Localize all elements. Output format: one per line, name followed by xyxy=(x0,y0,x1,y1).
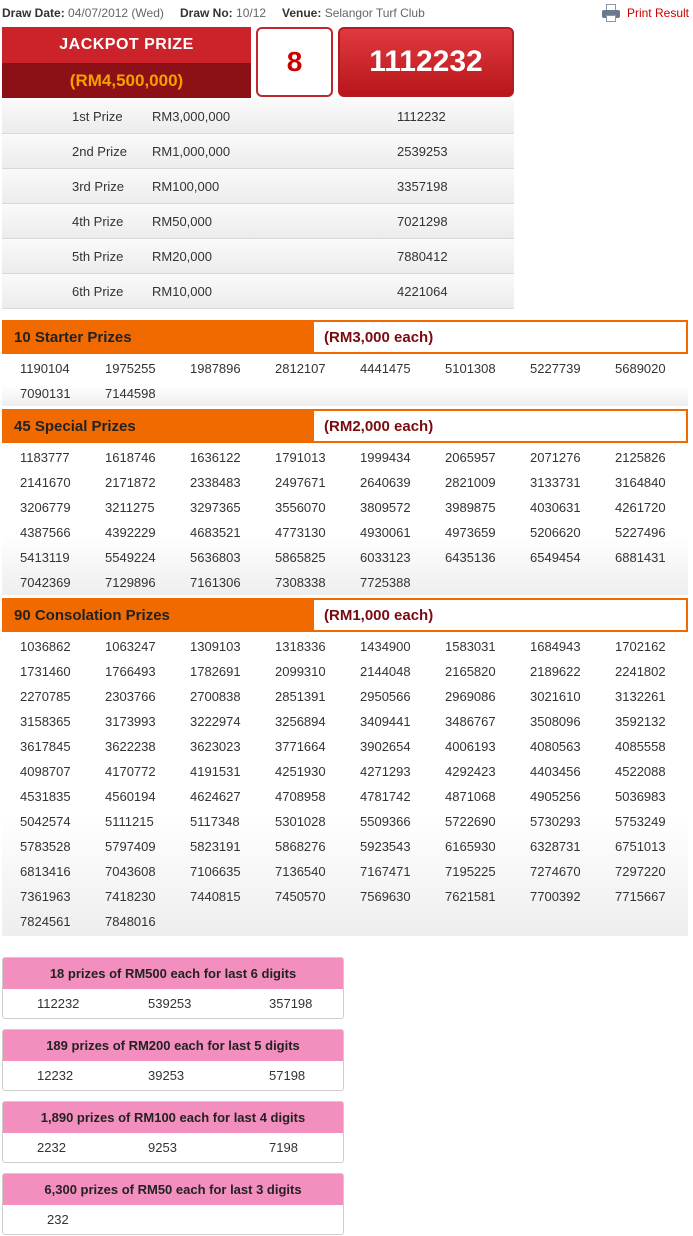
prize-amount: RM1,000,000 xyxy=(152,143,231,159)
prize-row xyxy=(2,239,514,274)
prize-number-cell: 3206779 xyxy=(20,500,71,515)
prize-number-cell: 1183777 xyxy=(20,450,70,465)
prize-rank: 3rd Prize xyxy=(72,178,125,194)
prize-number-cell: 4930061 xyxy=(360,525,411,540)
prize-row xyxy=(2,134,514,169)
prize-number-cell: 3617845 xyxy=(20,739,71,754)
digit-prize-numbers xyxy=(3,1061,343,1091)
prize-number-cell: 1636122 xyxy=(190,450,241,465)
prize-number-cell: 3409441 xyxy=(360,714,411,729)
digit-prize-title: 18 prizes of RM500 each for last 6 digits xyxy=(3,958,343,989)
prize-number-cell: 3771664 xyxy=(275,739,326,754)
digit-prize-number: 539253 xyxy=(148,996,192,1011)
prize-number-cell: 7274670 xyxy=(530,864,581,879)
prize-number-cell: 2950566 xyxy=(360,689,411,704)
prize-rank: 5th Prize xyxy=(72,248,124,264)
digit-prize-title: 1,890 prizes of RM100 each for last 4 digits xyxy=(3,1102,343,1133)
prize-number-cell: 4624627 xyxy=(190,789,241,804)
digit-prize-number: 39253 xyxy=(148,1068,185,1083)
prize-row xyxy=(2,204,514,239)
prize-number-cell: 7106635 xyxy=(190,864,241,879)
print-result-button[interactable] xyxy=(601,4,689,22)
consolation-prizes-amount: (RM1,000 each) xyxy=(314,600,686,630)
prize-number-cell: 2338483 xyxy=(190,475,241,490)
prize-number-cell: 6549454 xyxy=(530,550,581,565)
digit-prize-title: 189 prizes of RM200 each for last 5 digits xyxy=(3,1030,343,1061)
prize-number-cell: 3158365 xyxy=(20,714,71,729)
prize-number-cell: 7715667 xyxy=(615,889,666,904)
prize-number-cell: 7725388 xyxy=(360,575,411,590)
prize-number-cell: 7440815 xyxy=(190,889,241,904)
prize-number-cell: 2640639 xyxy=(360,475,411,490)
draw-number xyxy=(180,6,266,20)
prize-number-cell: 7848016 xyxy=(105,914,156,929)
prize-number-cell: 5722690 xyxy=(445,814,496,829)
digit-prize-title: 6,300 prizes of RM50 each for last 3 digits xyxy=(3,1174,343,1205)
prize-number-cell: 2241802 xyxy=(615,664,666,679)
prize-number-cell: 2270785 xyxy=(20,689,71,704)
prize-number: 2539253 xyxy=(397,143,448,159)
prize-number-cell: 6328731 xyxy=(530,839,581,854)
prize-number-cell: 2171872 xyxy=(105,475,156,490)
prize-number-cell: 4030631 xyxy=(530,500,581,515)
jackpot-number: 1112232 xyxy=(338,27,514,97)
prize-number-cell: 7043608 xyxy=(105,864,156,879)
digit-prize-box xyxy=(2,1029,344,1091)
prize-number-cell: 4098707 xyxy=(20,764,71,779)
draw-no-value: 10/12 xyxy=(236,6,267,20)
prize-number: 4221064 xyxy=(397,283,448,299)
draw-date xyxy=(2,6,164,20)
print-result-link[interactable]: Print Result xyxy=(626,6,689,20)
prize-number-cell: 5509366 xyxy=(360,814,411,829)
prize-number-cell: 1318336 xyxy=(275,639,326,654)
prize-number-cell: 7621581 xyxy=(445,889,496,904)
prize-number-cell: 7569630 xyxy=(360,889,411,904)
prize-number-cell: 1434900 xyxy=(360,639,411,654)
prize-amount: RM3,000,000 xyxy=(152,108,231,124)
prize-number-cell: 3592132 xyxy=(615,714,666,729)
prize-number-cell: 1999434 xyxy=(360,450,411,465)
special-prizes-amount: (RM2,000 each) xyxy=(314,411,686,441)
prize-number-cell: 3222974 xyxy=(190,714,241,729)
prize-number-cell: 1063247 xyxy=(105,639,156,654)
venue xyxy=(282,6,425,20)
digit-prize-number: 112232 xyxy=(37,996,80,1011)
digit-prize-number: 9253 xyxy=(148,1140,177,1155)
prize-number-cell: 1583031 xyxy=(445,639,496,654)
draw-date-value: 04/07/2012 (Wed) xyxy=(68,6,164,20)
prize-number-cell: 4271293 xyxy=(360,764,411,779)
digit-prize-number: 232 xyxy=(47,1212,69,1227)
prize-number-cell: 3989875 xyxy=(445,500,496,515)
prize-number-cell: 4781742 xyxy=(360,789,411,804)
prize-number-cell: 2125826 xyxy=(615,450,666,465)
starter-prizes-amount: (RM3,000 each) xyxy=(314,322,686,352)
digit-prize-number: 7198 xyxy=(269,1140,298,1155)
prize-number-cell: 2189622 xyxy=(530,664,581,679)
prize-number-cell: 4080563 xyxy=(530,739,581,754)
prize-number-cell: 1766493 xyxy=(105,664,156,679)
prize-number-cell: 5823191 xyxy=(190,839,241,854)
prize-number-cell: 6751013 xyxy=(615,839,666,854)
prize-number-cell: 5868276 xyxy=(275,839,326,854)
prize-number-cell: 7824561 xyxy=(20,914,71,929)
prize-number-cell: 1618746 xyxy=(105,450,156,465)
prize-number-cell: 4708958 xyxy=(275,789,326,804)
special-prizes-header xyxy=(2,409,688,443)
prize-number-cell: 5636803 xyxy=(190,550,241,565)
prize-number-cell: 6033123 xyxy=(360,550,411,565)
prize-number-cell: 3256894 xyxy=(275,714,326,729)
prize-number-cell: 4403456 xyxy=(530,764,581,779)
special-prizes-title: 45 Special Prizes xyxy=(4,411,314,441)
digit-prize-numbers xyxy=(3,1133,343,1163)
prize-number-cell: 6881431 xyxy=(615,550,666,565)
prize-number-cell: 4522088 xyxy=(615,764,666,779)
prize-number-cell: 7418230 xyxy=(105,889,156,904)
prize-number-cell: 1782691 xyxy=(190,664,241,679)
prize-number-cell: 5689020 xyxy=(615,361,666,376)
draw-no-label: Draw No: xyxy=(180,6,233,20)
prize-number-cell: 4261720 xyxy=(615,500,666,515)
prize-number-cell: 5549224 xyxy=(105,550,156,565)
prize-number-cell: 4006193 xyxy=(445,739,496,754)
prize-number-cell: 7700392 xyxy=(530,889,581,904)
prize-row xyxy=(2,99,514,134)
draw-info-bar xyxy=(2,4,691,22)
prize-number-cell: 3902654 xyxy=(360,739,411,754)
digit-prize-number: 2232 xyxy=(37,1140,66,1155)
prize-rank: 6th Prize xyxy=(72,283,124,299)
prize-number-cell: 2165820 xyxy=(445,664,496,679)
digit-prize-numbers xyxy=(3,989,343,1019)
prize-number: 1112232 xyxy=(397,108,446,124)
prize-number-cell: 6165930 xyxy=(445,839,496,854)
prize-number-cell: 1791013 xyxy=(275,450,326,465)
prize-number-cell: 1036862 xyxy=(20,639,71,654)
prize-number-cell: 3297365 xyxy=(190,500,241,515)
prize-number-cell: 3132261 xyxy=(615,689,666,704)
prize-number-cell: 4871068 xyxy=(445,789,496,804)
prize-number-cell: 4973659 xyxy=(445,525,496,540)
prize-number-cell: 5227496 xyxy=(615,525,666,540)
prize-number-cell: 7361963 xyxy=(20,889,71,904)
prize-number-cell: 2700838 xyxy=(190,689,241,704)
consolation-prizes-header xyxy=(2,598,688,632)
prize-number-cell: 3133731 xyxy=(530,475,581,490)
prize-number-cell: 4292423 xyxy=(445,764,496,779)
special-prizes-grid xyxy=(2,445,688,595)
prize-number-cell: 1987896 xyxy=(190,361,241,376)
digit-prize-box xyxy=(2,1173,344,1235)
prize-number-cell: 5227739 xyxy=(530,361,581,376)
consolation-prizes-grid xyxy=(2,634,688,936)
prize-number-cell: 1190104 xyxy=(20,361,70,376)
prize-number: 7021298 xyxy=(397,213,448,229)
prize-number-cell: 6435136 xyxy=(445,550,496,565)
prize-number-cell: 3622238 xyxy=(105,739,156,754)
prize-number-cell: 3211275 xyxy=(105,500,155,515)
prize-amount: RM20,000 xyxy=(152,248,212,264)
prize-number-cell: 3164840 xyxy=(615,475,666,490)
prize-number-cell: 7136540 xyxy=(275,864,326,879)
venue-label: Venue: xyxy=(282,6,322,20)
prize-number-cell: 5865825 xyxy=(275,550,326,565)
digit-prize-box xyxy=(2,957,344,1019)
jackpot-draw-digit: 8 xyxy=(256,27,333,97)
prize-number-cell: 5413119 xyxy=(20,550,70,565)
prize-number-cell: 1702162 xyxy=(615,639,666,654)
prize-number-cell: 2141670 xyxy=(20,475,71,490)
prize-number-cell: 7167471 xyxy=(360,864,411,879)
digit-prize-number: 357198 xyxy=(269,996,313,1011)
prize-number: 7880412 xyxy=(397,248,448,264)
prize-number-cell: 5036983 xyxy=(615,789,666,804)
prize-number-cell: 5301028 xyxy=(275,814,326,829)
prize-number-cell: 1975255 xyxy=(105,361,156,376)
jackpot-label: JACKPOT PRIZE xyxy=(2,27,251,63)
prize-number-cell: 3173993 xyxy=(105,714,156,729)
prize-number-cell: 7161306 xyxy=(190,575,241,590)
prize-number-cell: 7297220 xyxy=(615,864,666,879)
prize-number-cell: 2144048 xyxy=(360,664,411,679)
prize-number-cell: 4560194 xyxy=(105,789,156,804)
prize-number-cell: 2812107 xyxy=(275,361,326,376)
prize-number-cell: 5111215 xyxy=(105,814,154,829)
prize-number-cell: 2851391 xyxy=(275,689,326,704)
prize-number-cell: 7042369 xyxy=(20,575,71,590)
prize-number-cell: 2065957 xyxy=(445,450,496,465)
digit-prize-number: 57198 xyxy=(269,1068,306,1083)
prize-number-cell: 2969086 xyxy=(445,689,496,704)
digit-prize-number: 12232 xyxy=(37,1068,74,1083)
prize-number-cell: 5923543 xyxy=(360,839,411,854)
prize-number-cell: 4531835 xyxy=(20,789,71,804)
prize-number-cell: 5730293 xyxy=(530,814,581,829)
prize-number-cell: 5753249 xyxy=(615,814,666,829)
prize-number-cell: 5042574 xyxy=(20,814,71,829)
prize-number-cell: 5101308 xyxy=(445,361,496,376)
prize-number-cell: 5797409 xyxy=(105,839,156,854)
prize-number-cell: 4191531 xyxy=(190,764,241,779)
prize-number-cell: 4441475 xyxy=(360,361,411,376)
prize-number-cell: 6813416 xyxy=(20,864,71,879)
digit-prize-numbers xyxy=(3,1205,343,1235)
prize-number: 3357198 xyxy=(397,178,448,194)
prize-number-cell: 4085558 xyxy=(615,739,666,754)
prize-rank: 1st Prize xyxy=(72,108,123,124)
consolation-prizes-title: 90 Consolation Prizes xyxy=(4,600,314,630)
prize-number-cell: 7195225 xyxy=(445,864,496,879)
prize-number-cell: 1309103 xyxy=(190,639,241,654)
prize-number-cell: 7090131 xyxy=(20,386,71,401)
prize-number-cell: 2303766 xyxy=(105,689,156,704)
starter-prizes-grid xyxy=(2,356,688,406)
prize-number-cell: 7450570 xyxy=(275,889,326,904)
prize-number-cell: 3021610 xyxy=(530,689,581,704)
prize-number-cell: 2821009 xyxy=(445,475,496,490)
prize-row xyxy=(2,274,514,309)
prize-number-cell: 7308338 xyxy=(275,575,326,590)
prize-number-cell: 4170772 xyxy=(105,764,156,779)
digit-prize-box xyxy=(2,1101,344,1163)
starter-prizes-title: 10 Starter Prizes xyxy=(4,322,314,352)
prize-row xyxy=(2,169,514,204)
starter-prizes-header xyxy=(2,320,688,354)
jackpot-amount: (RM4,500,000) xyxy=(2,63,251,98)
prize-number-cell: 2099310 xyxy=(275,664,326,679)
printer-icon[interactable] xyxy=(601,4,621,22)
prize-number-cell: 3486767 xyxy=(445,714,496,729)
prize-number-cell: 4392229 xyxy=(105,525,156,540)
prize-number-cell: 5117348 xyxy=(190,814,240,829)
prize-table xyxy=(2,99,514,309)
prize-number-cell: 4683521 xyxy=(190,525,241,540)
prize-amount: RM10,000 xyxy=(152,283,212,299)
prize-number-cell: 3508096 xyxy=(530,714,581,729)
prize-number-cell: 1684943 xyxy=(530,639,581,654)
prize-number-cell: 3623023 xyxy=(190,739,241,754)
prize-number-cell: 5206620 xyxy=(530,525,581,540)
prize-amount: RM100,000 xyxy=(152,178,220,194)
prize-amount: RM50,000 xyxy=(152,213,212,229)
venue-value: Selangor Turf Club xyxy=(324,6,425,20)
prize-number-cell: 3809572 xyxy=(360,500,411,515)
prize-number-cell: 7144598 xyxy=(105,386,156,401)
prize-number-cell: 4905256 xyxy=(530,789,581,804)
prize-number-cell: 4251930 xyxy=(275,764,326,779)
prize-number-cell: 3556070 xyxy=(275,500,326,515)
prize-number-cell: 2071276 xyxy=(530,450,581,465)
draw-date-label: Draw Date: xyxy=(2,6,65,20)
prize-number-cell: 7129896 xyxy=(105,575,156,590)
prize-number-cell: 4773130 xyxy=(275,525,326,540)
prize-rank: 4th Prize xyxy=(72,213,124,229)
prize-number-cell: 2497671 xyxy=(275,475,326,490)
prize-rank: 2nd Prize xyxy=(72,143,127,159)
prize-number-cell: 5783528 xyxy=(20,839,71,854)
prize-number-cell: 4387566 xyxy=(20,525,71,540)
prize-number-cell: 1731460 xyxy=(20,664,71,679)
